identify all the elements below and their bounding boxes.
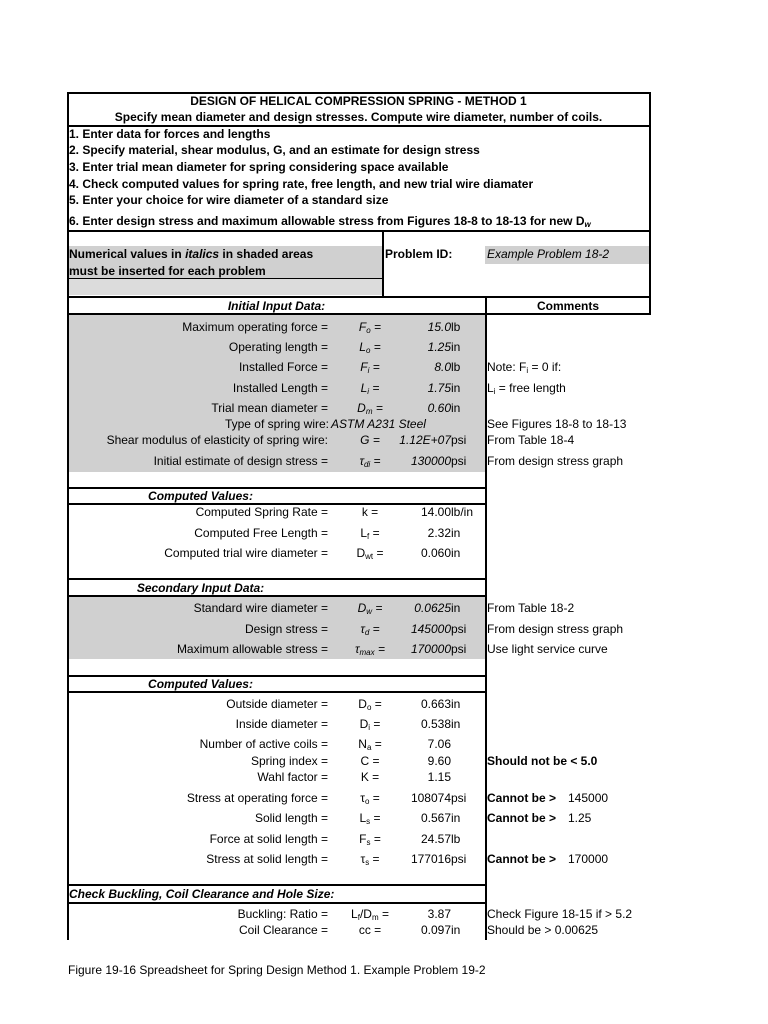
initial-input-heading: Initial Input Data: [227, 299, 326, 313]
design-stress-estimate-label: Initial estimate of design stress = [153, 454, 328, 468]
check-row-1-symbol-letter: L [351, 907, 358, 921]
initial-row-3-value[interactable]: 8.0 [434, 360, 451, 374]
initial-row-3-symbol-sub: i [367, 366, 370, 375]
rule-check-top [67, 884, 487, 886]
rule-after-initial-head [67, 313, 650, 315]
check-row-1-value: 3.87 [427, 907, 451, 921]
computed2-row-5-symbol-letter: K [360, 770, 369, 784]
note-shade-lower [68, 279, 382, 295]
computed2-row-1-unit: in [451, 697, 461, 711]
check-row-2-comment-text: Should be > 0.00625 [487, 923, 599, 937]
computed2-row-6-constraint-value: 145000 [568, 791, 609, 805]
initial-row-5-symbol-sub: m [365, 407, 373, 416]
check-row-2-label: Coil Clearance = [238, 923, 328, 937]
initial-row-4-comment-sub: i [493, 387, 496, 396]
secondary-row-1-unit: in [451, 601, 461, 615]
computed2-row-4-label: Spring index = [250, 754, 328, 768]
problem-id-label: Problem ID: [385, 247, 453, 261]
check-row-1-symbol-sub: f [357, 913, 360, 922]
rule-computed2-head [67, 691, 487, 693]
secondary-row-2-value[interactable]: 145000 [410, 622, 451, 636]
computed1-row-3-symbol-letter: D [356, 546, 366, 560]
step-1: 1. Enter data for forces and lengths [69, 127, 271, 141]
rule-secondary-top [67, 578, 487, 580]
computed2-row-1-symbol: $D_o$ = [358, 697, 382, 712]
check-row-1-symbol-sub2: m [371, 913, 379, 922]
comments-heading: Comments [536, 299, 599, 313]
secondary-row-1-symbol-sub: w [366, 607, 373, 616]
initial-row-4-symbol: $L_i$ = [360, 381, 380, 396]
check-row-2-comment [487, 923, 598, 937]
computed2-row-7-constraint-value: 1.25 [568, 811, 592, 825]
computed2-row-8-symbol-sub: s [366, 838, 371, 847]
secondary-row-2-symbol: $\tau_d$ = [360, 622, 380, 637]
secondary-row-1-comment-text: From Table 18-2 [487, 601, 575, 615]
design-stress-estimate-value[interactable]: 130000 [410, 454, 451, 468]
secondary-row-2-comment [487, 622, 623, 636]
computed2-row-9-constraint-value: 170000 [568, 852, 609, 866]
secondary-row-2-comment-text: From design stress graph [487, 622, 624, 636]
computed2-row-2-label: Inside diameter = [235, 717, 328, 731]
computed1-row-3-symbol-sub: wt [365, 552, 374, 561]
computed2-row-7-label: Solid length = [254, 811, 328, 825]
computed1-row-2-symbol-letter: L [360, 526, 368, 540]
computed1-row-3-symbol: $D_{wt}$ = [356, 546, 384, 561]
secondary-row-3-comment [487, 642, 608, 656]
computed2-row-2-symbol-sub: i [368, 723, 371, 732]
problem-id-value[interactable]: Example Problem 18-2 [487, 247, 610, 261]
computed2-row-2-unit: in [451, 717, 461, 731]
computed2-row-4-symbol: C = [360, 754, 380, 768]
shear-sym: G [360, 433, 370, 447]
note-line-2: must be inserted for each problem [69, 264, 266, 278]
computed2-row-9-value: 177016 [410, 852, 451, 866]
initial-row-3-comment-post: = 0 if: [528, 360, 562, 374]
comments-right [649, 296, 651, 315]
design-stress-estimate-symbol: $\tau_{di}$ = [359, 454, 381, 469]
computed2-row-9-label: Stress at solid length = [206, 852, 328, 866]
computed1-row-3-label: Computed trial wire diameter = [164, 546, 328, 560]
computed2-row-2-symbol: $D_i$ = [359, 717, 381, 732]
check-row-2-value: 0.097 [420, 923, 451, 937]
computed2-row-9-symbol: $\tau_s$ = [360, 852, 380, 867]
initial-row-3-comment-sub: i [526, 366, 529, 375]
computed2-row-4-symbol-letter: C [360, 754, 370, 768]
initial-row-5-label: Trial mean diameter = [211, 401, 328, 415]
note-italic: italics [185, 247, 220, 261]
computed2-row-7-symbol: $L_s$ = [359, 811, 381, 826]
secondary-row-3-comment-text: Use light service curve [487, 642, 608, 656]
secondary-row-1-symbol-letter: D [357, 601, 367, 615]
secondary-row-1-symbol: $D_w$ = [357, 601, 383, 616]
step-3: 3. Enter trial mean diameter for spring considering space available [69, 160, 449, 174]
initial-row-3-comment-text: Note: F [487, 360, 527, 374]
computed1-row-2-symbol: $L_f$ = [360, 526, 380, 541]
stress-sym: τ [359, 454, 364, 468]
shear-modulus-label: Shear modulus of elasticity of spring wire: [106, 433, 328, 447]
initial-row-4-label: Installed Length = [232, 381, 328, 395]
stress-sub: di [363, 460, 371, 469]
initial-row-2-unit: in [451, 340, 461, 354]
computed1-row-1-value: 14.00 [420, 505, 451, 519]
computed2-row-1-label: Outside diameter = [226, 697, 328, 711]
computed-values-heading-2: Computed Values: [148, 677, 253, 691]
initial-row-2-symbol-sub: o [365, 346, 371, 355]
design-stress-estimate-comment: From design stress graph [487, 454, 624, 468]
computed2-row-6-symbol-letter: τ [360, 791, 365, 805]
computed2-row-5-label: Wahl factor = [257, 770, 328, 784]
computed2-row-4-value: 9.60 [427, 754, 451, 768]
computed2-row-9-unit: psi [451, 852, 467, 866]
computed1-row-3-unit: in [451, 546, 461, 560]
check-row-1-comment [487, 907, 632, 921]
note-line-1 [69, 247, 313, 261]
initial-row-1-symbol: $F_o$ = [358, 320, 382, 335]
initial-row-5-symbol-letter: D [357, 401, 366, 415]
divider-problem [382, 230, 384, 296]
initial-row-1-unit: lb [451, 320, 461, 334]
step-6 [69, 214, 591, 228]
rule-note-bottom [67, 278, 383, 279]
initial-row-3-comment [487, 360, 561, 374]
computed2-row-8-symbol-letter: F [359, 832, 367, 846]
secondary-input-heading: Secondary Input Data: [136, 581, 265, 595]
check-row-1-symbol-post: /D [359, 907, 372, 921]
wire-type-comment: See Figures 18-8 to 18-13 [487, 417, 627, 431]
computed1-row-1-unit: lb/in [451, 505, 474, 519]
secondary-row-2-symbol-letter: τ [360, 622, 365, 636]
computed2-row-3-value: 7.06 [427, 737, 451, 751]
step-6-sub: w [584, 220, 591, 229]
computed1-row-3-value: 0.060 [420, 546, 451, 560]
computed1-row-2-unit: in [451, 526, 461, 540]
computed2-row-3-symbol-sub: a [366, 743, 372, 752]
secondary-row-3-unit: psi [451, 642, 467, 656]
computed-values-heading-1: Computed Values: [148, 489, 253, 503]
computed2-row-6-constraint: Cannot be > [487, 791, 557, 805]
computed2-row-6-label: Stress at operating force = [186, 791, 328, 805]
computed2-row-5-symbol: K = [360, 770, 380, 784]
check-row-1-comment-text: Check Figure 18-15 if > 5.2 [487, 907, 633, 921]
computed1-row-2-symbol-sub: f [367, 532, 370, 541]
check-row-2-symbol-letter: cc = [358, 923, 382, 937]
step-5: 5. Enter your choice for wire diameter of a standard size [69, 193, 389, 207]
computed2-row-1-value: 0.663 [420, 697, 451, 711]
shear-modulus-value[interactable]: 1.12E+07 [399, 433, 451, 447]
computed2-row-6-symbol-sub: o [364, 797, 370, 806]
computed2-row-2-symbol-letter: D [359, 717, 369, 731]
rule-before-initial [67, 296, 650, 298]
computed2-row-1-symbol-sub: o [366, 703, 372, 712]
sheet-title: DESIGN OF HELICAL COMPRESSION SPRING - METHOD 1 [190, 94, 527, 108]
computed2-row-5-value: 1.15 [427, 770, 451, 784]
initial-row-5-unit: in [451, 401, 461, 415]
initial-row-1-symbol-sub: o [366, 326, 371, 335]
computed2-row-6-value: 108074 [410, 791, 451, 805]
check-row-1-label: Buckling: Ratio = [237, 907, 328, 921]
initial-row-4-unit: in [451, 381, 461, 395]
computed2-row-3-symbol-letter: N [358, 737, 367, 751]
computed2-row-8-unit: lb [451, 832, 461, 846]
initial-row-2-symbol: $L_o$ = [359, 340, 381, 355]
initial-row-5-symbol: $D_m$ = [357, 401, 383, 416]
initial-row-5-value[interactable]: 0.60 [427, 401, 451, 415]
computed1-row-2-value: 2.32 [427, 526, 451, 540]
rule-after-steps [67, 230, 650, 232]
initial-row-2-label: Operating length = [228, 340, 328, 354]
check-row-2-unit: in [451, 923, 461, 937]
initial-row-2-symbol-letter: L [359, 340, 366, 354]
computed2-row-7-unit: in [451, 811, 461, 825]
computed2-row-7-symbol-letter: L [359, 811, 367, 825]
wire-type-value[interactable]: ASTM A231 Steel [331, 417, 426, 431]
computed2-row-3-label: Number of active coils = [199, 737, 328, 751]
wire-type-label: Type of spring wire: [224, 417, 329, 431]
computed1-row-1-symbol: k = [361, 505, 379, 519]
secondary-row-1-comment [487, 601, 574, 615]
computed2-row-9-symbol-letter: τ [360, 852, 366, 866]
figure-caption: Figure 19-16 Spreadsheet for Spring Design Method 1. Example Problem 19-2 [68, 963, 486, 977]
secondary-row-1-value[interactable]: 0.0625 [414, 601, 451, 615]
computed1-row-2-label: Computed Free Length = [194, 526, 328, 540]
computed2-row-7-value: 0.567 [420, 811, 451, 825]
computed2-row-6-symbol: $\tau_o$ = [360, 791, 380, 806]
computed1-row-1-label: Computed Spring Rate = [195, 505, 328, 519]
note-pre: Numerical values in [69, 247, 186, 261]
initial-row-4-comment-post: = free length [495, 381, 566, 395]
secondary-row-2-unit: psi [451, 622, 467, 636]
design-stress-estimate-unit: psi [451, 454, 467, 468]
computed1-row-1-symbol-letter: k [361, 505, 368, 519]
shear-modulus-unit: psi [451, 433, 467, 447]
step-2: 2. Specify material, shear modulus, G, and an estimate for design stress [69, 143, 480, 157]
rule-secondary-head [67, 595, 487, 597]
initial-row-1-value[interactable]: 15.0 [427, 320, 451, 334]
initial-row-4-symbol-letter: L [360, 381, 368, 395]
computed2-row-7-constraint: Cannot be > [487, 811, 557, 825]
initial-row-4-comment-text: L [487, 381, 494, 395]
initial-row-3-label: Installed Force = [238, 360, 328, 374]
shear-modulus-comment: From Table 18-4 [487, 433, 575, 447]
secondary-row-3-symbol-letter: τ [355, 642, 360, 656]
secondary-row-3-label: Maximum allowable stress = [176, 642, 328, 656]
shear-modulus-symbol: G = [360, 433, 380, 447]
step-6-text: 6. Enter design stress and maximum allowable stress from Figures 18-8 to 18-13 for new D [69, 214, 585, 228]
computed2-row-1-symbol-letter: D [358, 697, 367, 711]
computed2-row-7-symbol-sub: s [366, 817, 371, 826]
initial-row-1-label: Maximum operating force = [182, 320, 328, 334]
computed2-row-6-unit: psi [451, 791, 467, 805]
initial-row-1-symbol-letter: F [358, 320, 367, 334]
initial-row-4-value[interactable]: 1.75 [427, 381, 451, 395]
computed2-row-2-value: 0.538 [420, 717, 451, 731]
secondary-row-2-symbol-sub: d [364, 628, 370, 637]
computed2-row-8-value: 24.57 [420, 832, 451, 846]
secondary-row-3-value[interactable]: 170000 [410, 642, 451, 656]
computed2-row-9-symbol-sub: s [365, 858, 370, 867]
secondary-row-3-symbol-sub: max [359, 648, 375, 657]
initial-row-3-symbol: $F_i$ = [360, 360, 380, 375]
check-heading: Check Buckling, Coil Clearance and Hole Size: [69, 887, 335, 901]
secondary-row-2-label: Design stress = [244, 622, 328, 636]
initial-row-2-value[interactable]: 1.25 [427, 340, 451, 354]
note-post: in shaded areas [219, 247, 314, 261]
secondary-row-3-symbol: $\tau_{max}$ = [355, 642, 385, 657]
check-row-1-symbol-end: = [378, 907, 389, 921]
computed2-row-3-symbol: $N_a$ = [358, 737, 382, 752]
sheet-subtitle: Specify mean diameter and design stresses. Compute wire diameter, number of coils. [114, 110, 603, 124]
computed2-row-4-constraint: Should not be < 5.0 [487, 754, 598, 768]
computed2-row-9-constraint: Cannot be > [487, 852, 557, 866]
computed2-row-8-label: Force at solid length = [209, 832, 328, 846]
initial-row-4-symbol-sub: i [367, 387, 370, 396]
initial-row-3-symbol-letter: F [360, 360, 368, 374]
initial-row-3-unit: lb [451, 360, 461, 374]
computed2-row-8-symbol: $F_s$ = [359, 832, 381, 847]
initial-row-4-comment [487, 381, 566, 395]
border-right [649, 92, 651, 298]
secondary-row-1-label: Standard wire diameter = [193, 601, 328, 615]
step-4: 4. Check computed values for spring rate, free length, and new trial wire diamater [69, 177, 534, 191]
rule-check-head [67, 902, 487, 904]
